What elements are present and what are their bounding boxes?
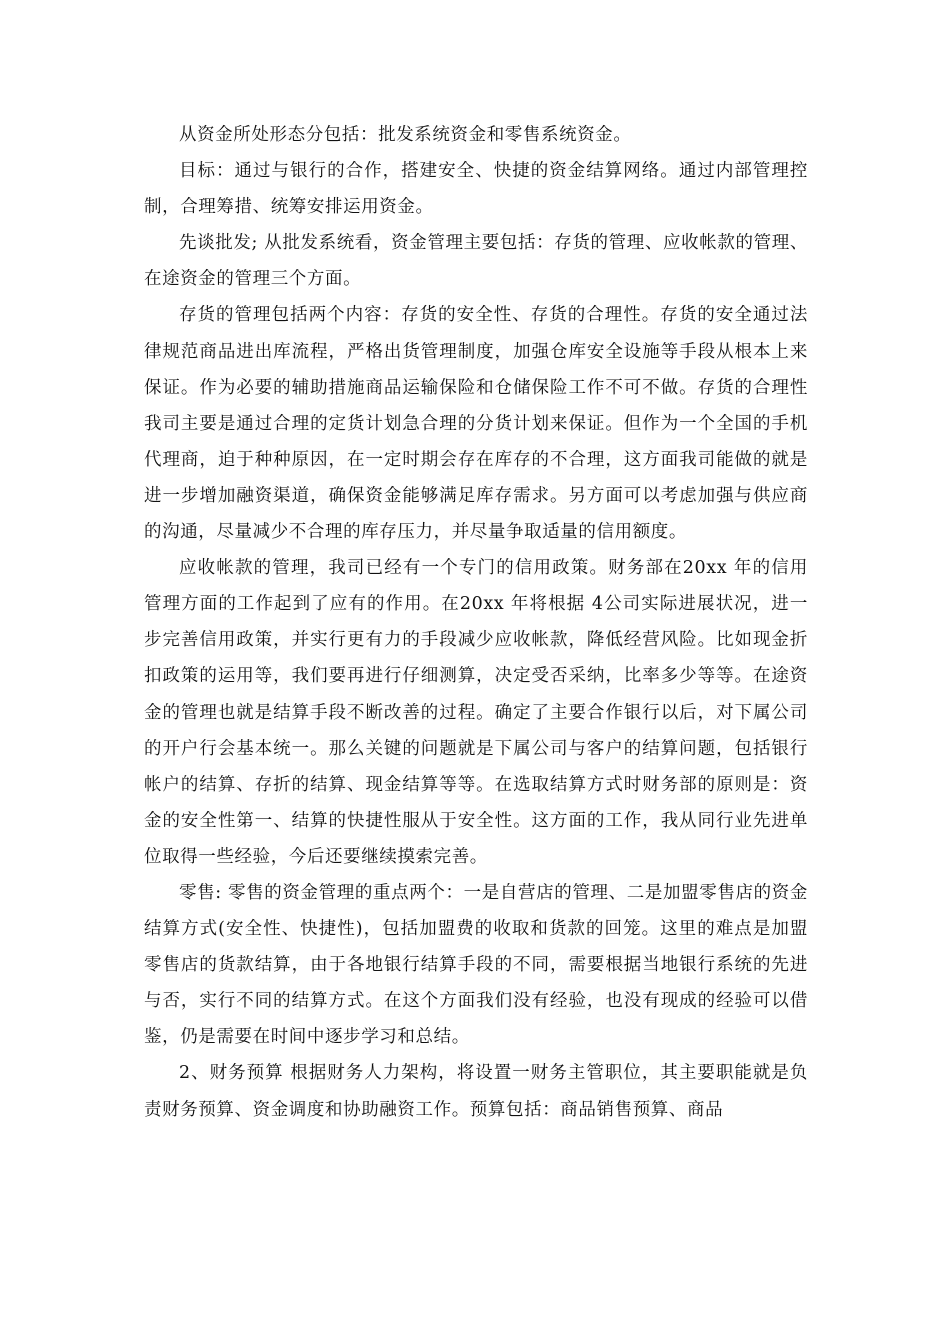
- paragraph-financial-budget: 2、财务预算 根据财务人力架构，将设置一财务主管职位，其主要职能就是负责财务预算、资金调度和协助融资工作。预算包括：商品销售预算、商品: [144, 1063, 808, 1120]
- paragraph-objective: 目标：通过与银行的合作，搭建安全、快捷的资金结算网络。通过内部管理控制，合理筹措、统筹安排运用资金。: [144, 161, 808, 218]
- paragraph-receivables-management: 应收帐款的管理，我司已经有一个专门的信用政策。财务部在20xx 年的信用管理方面的工作起到了应有的作用。在20xx 年将根据 4公司实际进展状况，进一步完善信用政策，并实行更有力的手段减少应收帐款，降低经营风险。比如现金折扣政策的运用等，我们要再进行仔细测算，决定受否采纳，比率多少等等。在途资金的管理也就是结算手段不断改善的过程。确定了主要合作银行以后，对下属公司的开户行会基本统一。那么关键的问题就是下属公司与客户的结算问题，包括银行帐户的结算、存折的结算、现金结算等等。在选取结算方式时财务部的原则是：资金的安全性第一、结算的快捷性服从于安全性。这方面的工作，我从同行业先进单位取得一些经验，今后还要继续摸索完善。: [144, 558, 808, 867]
- document-body: [144, 117, 808, 1128]
- paragraph-fund-forms: 从资金所处形态分包括：批发系统资金和零售系统资金。: [179, 125, 632, 145]
- paragraph-inventory-management: 存货的管理包括两个内容：存货的安全性、存货的合理性。存货的安全通过法律规范商品进出库流程，严格出货管理制度，加强仓库安全设施等手段从根本上来保证。作为必要的辅助措施商品运输保险和仓储保险工作不可不做。存货的合理性我司主要是通过合理的定货计划急合理的分货计划来保证。但作为一个全国的手机代理商，迫于种种原因，在一定时期会存在库存的不合理，这方面我司能做的就是进一步增加融资渠道，确保资金能够满足库存需求。另方面可以考虑加强与供应商的沟通，尽量减少不合理的库存压力，并尽量争取适量的信用额度。: [144, 305, 808, 543]
- paragraph-wholesale-intro: 先谈批发; 从批发系统看，资金管理主要包括：存货的管理、应收帐款的管理、在途资金的管理三个方面。: [144, 233, 808, 290]
- paragraph-retail: 零售: 零售的资金管理的重点两个：一是自营店的管理、二是加盟零售店的资金结算方式(安全性、快捷性)，包括加盟费的收取和货款的回笼。这里的难点是加盟零售店的货款结算，由于各地银行结算手段的不同，需要根据当地银行系统的先进与否，实行不同的结算方式。在这个方面我们没有经验，也没有现成的经验可以借鉴，仍是需要在时间中逐步学习和总结。: [144, 882, 808, 1048]
